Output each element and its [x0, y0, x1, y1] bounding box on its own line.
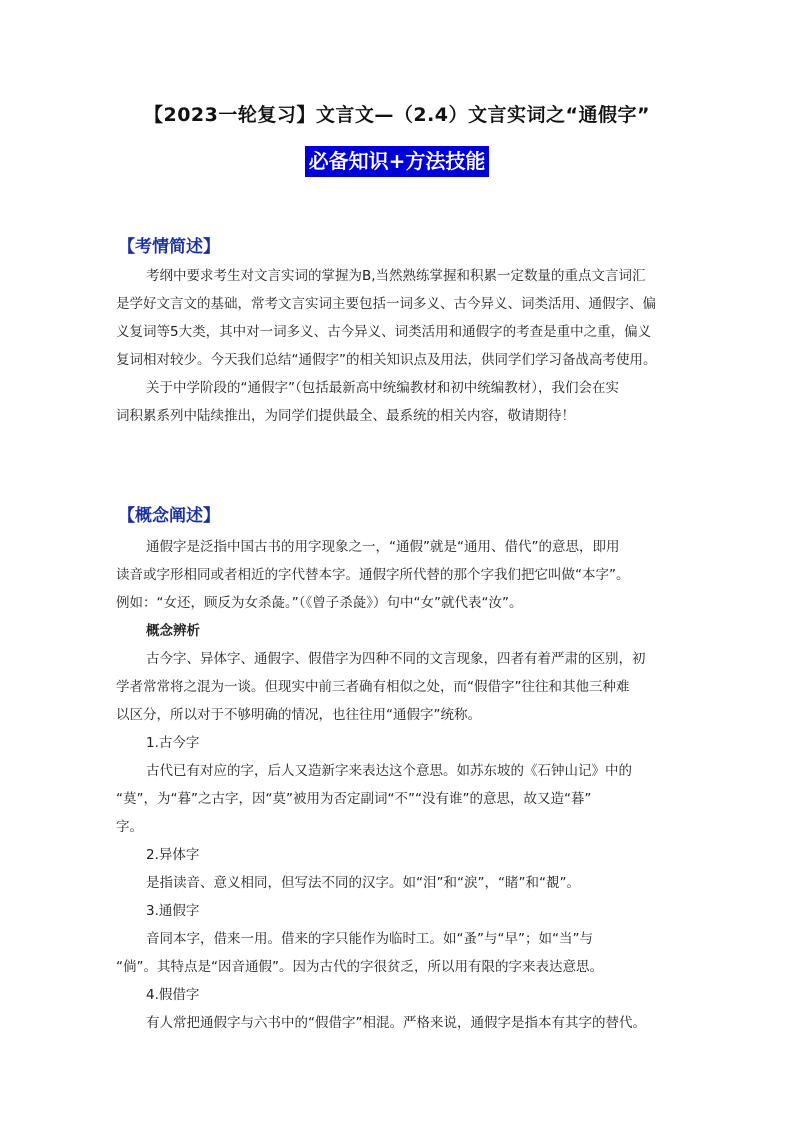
paragraph-line: “倘”。其特点是“因音通假”。因为古代的字很贫乏，所以用有限的字来表达意思。 — [116, 959, 603, 975]
exam-overview-paragraph — [116, 262, 682, 430]
document-title: 【2023一轮复习】文言文—（2.4）文言实词之“通假字” — [143, 104, 650, 126]
paragraph-line: 字。 — [116, 819, 143, 835]
paragraph-line: 有人常把通假字与六书中的“假借字”相混。严格来说，通假字是指本有其字的替代。 — [146, 1015, 646, 1031]
banner-container — [0, 146, 794, 177]
paragraph-line: 义复词等5大类，其中对一词多义、古今异义、词类活用和通假字的考查是重中之重，偏义 — [116, 324, 652, 340]
concept-paragraph — [116, 533, 682, 1037]
paragraph-line: 读音或字形相同或者相近的字代替本字。通假字所代替的那个字我们把它叫做“本字”。 — [116, 567, 630, 583]
section-heading-concept: 【概念阐述】 — [118, 506, 220, 526]
paragraph-line: 复词相对较少。今天我们总结“通假字”的相关知识点及用法，供同学们学习备战高考使用。 — [116, 352, 657, 368]
numbered-subheading: 2.异体字 — [146, 847, 200, 863]
paragraph-line: 学者常常将之混为一谈。但现实中前三者确有相似之处，而“假借字”往往和其他三种难 — [116, 679, 630, 695]
paragraph-line: 通假字是泛指中国古书的用字现象之一，“通假”就是“通用、借代”的意思，即用 — [146, 539, 620, 555]
paragraph-line: 考纲中要求考生对文言实词的掌握为B,当然熟练掌握和积累一定数量的重点文言词汇 — [146, 268, 646, 284]
paragraph-line: 古代已有对应的字，后人又造新字来表达这个意思。如苏东坡的《石钟山记》中的 — [146, 763, 632, 779]
numbered-subheading: 1.古今字 — [146, 735, 200, 751]
numbered-subheading: 3.通假字 — [146, 903, 200, 919]
paragraph-line: 例如：“女还，顾反为女杀彘。”（《曾子杀彘》）句中“女”就代表“汝”。 — [116, 595, 523, 611]
paragraph-line: 是指读音、意义相同，但写法不同的汉字。如“泪”和“涙”，“睹”和“覩”。 — [146, 875, 580, 891]
numbered-subheading: 4.假借字 — [146, 987, 200, 1003]
paragraph-line: 古今字、异体字、通假字、假借字为四种不同的文言现象，四者有着严肃的区别，初 — [146, 651, 646, 667]
paragraph-line: 是学好文言文的基础，常考文言实词主要包括一词多义、古今异义、词类活用、通假字、偏 — [116, 296, 656, 312]
paragraph-line: 音同本字，借来一用。借来的字只能作为临时工。如“蚤”与“早”；如“当”与 — [146, 931, 593, 947]
section-heading-exam-overview: 【考情简述】 — [118, 237, 220, 257]
paragraph-line: “莫”，为“暮”之古字，因“莫”被用为否定副词“不”“没有谁”的意思，故又造“暮” — [116, 791, 592, 807]
highlight-banner: 必备知识+方法技能 — [305, 146, 490, 177]
subheading-concept-analysis: 概念辨析 — [146, 623, 200, 639]
paragraph-line: 关于中学阶段的“通假字”（包括最新高中统编教材和初中统编教材），我们会在实 — [146, 380, 619, 396]
paragraph-line: 以区分，所以对于不够明确的情况，也往往用“通假字”统称。 — [116, 707, 481, 723]
paragraph-line: 词积累系列中陆续推出，为同学们提供最全、最系统的相关内容，敬请期待！ — [116, 408, 575, 424]
